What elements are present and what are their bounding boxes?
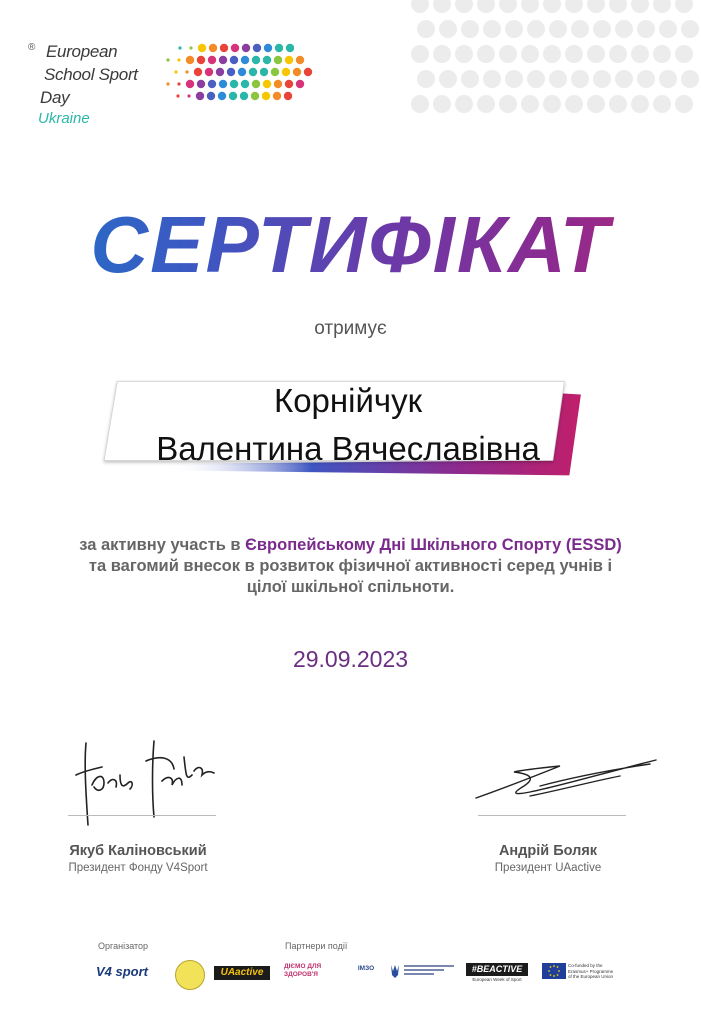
logo-dot [194, 68, 202, 76]
left-signature-line [68, 815, 216, 816]
uaactive-logo: UAactive [214, 966, 270, 980]
decorative-dot [659, 70, 677, 88]
logo-dot [176, 94, 179, 97]
description-prefix: за активну участь в [79, 536, 246, 554]
decorative-dot [549, 20, 567, 38]
decorative-dot [593, 70, 611, 88]
decorative-dot [549, 70, 567, 88]
logo-dot [293, 68, 301, 76]
decorative-dot [433, 95, 451, 113]
logo-dot [197, 80, 205, 88]
left-signer-name: Якуб Каліновський [69, 843, 207, 859]
beactive-logo: #BEACTIVE [466, 963, 528, 976]
logo-line-school-sport: School Sport [44, 65, 138, 84]
decorative-dot [417, 20, 435, 38]
decorative-dot [675, 0, 693, 13]
logo-dot [219, 56, 227, 64]
logo-dot [166, 82, 169, 85]
decorative-dot [653, 45, 671, 63]
v4sport-logo: V4 sport [96, 964, 149, 979]
description-line-3: цілої шкільної спільноти. [246, 578, 455, 596]
logo-dot [242, 44, 250, 52]
logo-dot [220, 44, 228, 52]
eu-flag-icon [542, 963, 566, 979]
logo-dot [229, 92, 237, 100]
description-line-1 [30, 535, 671, 556]
logo-dot [253, 44, 261, 52]
decorative-dot [631, 0, 649, 13]
logo-dot [230, 56, 238, 64]
logo-dot [273, 92, 281, 100]
decorative-dot [521, 0, 539, 13]
logo-dot [218, 92, 226, 100]
logo-dot [263, 56, 271, 64]
decorative-dot [593, 20, 611, 38]
decorative-dot [681, 20, 699, 38]
left-signer-role: Президент Фонду V4Sport [68, 862, 208, 874]
decorative-dot [521, 95, 539, 113]
logo-dot [252, 80, 260, 88]
logo-dot [166, 58, 169, 61]
decorative-dot-pattern [400, 0, 701, 120]
logo-dot [286, 44, 294, 52]
logo-dot [263, 80, 271, 88]
logo-dot [174, 70, 177, 73]
logo-dot [296, 56, 304, 64]
right-signature-image [470, 752, 665, 807]
decorative-dot [609, 45, 627, 63]
ministry-trident-icon [390, 963, 400, 979]
right-signer-name: Андрій Боляк [498, 843, 598, 859]
erasmus-cofunded-text: Co-funded by the Erasmus+ Programme of the European Union [568, 963, 614, 979]
logo-dot [260, 68, 268, 76]
decorative-dot [455, 45, 473, 63]
decorative-dot [587, 45, 605, 63]
logo-dot [238, 68, 246, 76]
logo-dot [197, 56, 205, 64]
logo-dot [249, 68, 257, 76]
decorative-dot [499, 95, 517, 113]
logo-line-european: European [46, 42, 118, 61]
logo-dot [219, 80, 227, 88]
logo-dot [262, 92, 270, 100]
certificate-description [30, 535, 671, 598]
logo-dot [274, 80, 282, 88]
logo-dot [198, 44, 206, 52]
decorative-dot [477, 45, 495, 63]
decorative-dot [565, 0, 583, 13]
decorative-dot [543, 45, 561, 63]
logo-dot [189, 46, 192, 49]
logo-dot [274, 56, 282, 64]
recipient-given-names: Валентина Вячеславівна [156, 430, 540, 467]
logo-dot [187, 94, 190, 97]
certificate-date: 29.09.2023 [292, 646, 409, 672]
logo-dot [282, 68, 290, 76]
decorative-dot [571, 70, 589, 88]
logo-dot [178, 46, 181, 49]
logo-dot [230, 80, 238, 88]
logo-dot [196, 92, 204, 100]
logo-dot [275, 44, 283, 52]
logo-dot [284, 92, 292, 100]
logo-dot [186, 56, 194, 64]
decorative-dot [521, 45, 539, 63]
decorative-dot [499, 45, 517, 63]
decorative-dot [483, 70, 501, 88]
decorative-dot [675, 45, 693, 63]
logo-dot [208, 56, 216, 64]
decorative-dot [631, 95, 649, 113]
logo-dot [208, 80, 216, 88]
diemo-dlia-zdorovia-logo: ДІЄМО ДЛЯ ЗДОРОВ'Я [284, 963, 322, 978]
logo-dot [251, 92, 259, 100]
essd-logo [28, 40, 318, 130]
registered-mark: ® [28, 42, 36, 53]
ministry-text-block [404, 965, 454, 977]
decorative-dot [477, 0, 495, 13]
logo-country: Ukraine [38, 110, 90, 127]
logo-dot [216, 68, 224, 76]
logo-dot [207, 92, 215, 100]
logo-dot [241, 56, 249, 64]
event-name: Європейському Дні Шкільного Спорту (ESSD) [245, 536, 622, 554]
logo-dot [227, 68, 235, 76]
decorative-dot [411, 0, 429, 13]
decorative-dot [477, 95, 495, 113]
decorative-dot [543, 0, 561, 13]
decorative-dot [653, 95, 671, 113]
decorative-dot [455, 0, 473, 13]
decorative-dot [483, 20, 501, 38]
logo-dot [241, 80, 249, 88]
decorative-dot [461, 70, 479, 88]
decorative-dot [675, 95, 693, 113]
decorative-dot [433, 45, 451, 63]
certificate-title: СЕРТИФІКАТ [0, 200, 701, 290]
decorative-dot [571, 20, 589, 38]
decorative-dot [499, 0, 517, 13]
decorative-dot [455, 95, 473, 113]
logo-dot [240, 92, 248, 100]
logo-line-day: Day [40, 88, 70, 107]
logo-dot [185, 70, 188, 73]
description-line-2: та вагомий внесок в розвиток фізичної активності серед учнів і [88, 557, 613, 575]
decorative-dot [609, 95, 627, 113]
decorative-dot [615, 70, 633, 88]
receives-label: отримує [314, 318, 387, 339]
logo-dot [271, 68, 279, 76]
logo-dot [304, 68, 312, 76]
european-week-of-sport-text: European Week of Sport [472, 977, 522, 982]
decorative-dot [565, 45, 583, 63]
decorative-dot [527, 20, 545, 38]
partner-school-sport-badge [175, 960, 205, 990]
decorative-dot [659, 20, 677, 38]
logo-dot [285, 56, 293, 64]
decorative-dot [411, 95, 429, 113]
logo-dots-icon [128, 40, 318, 110]
decorative-dot [439, 70, 457, 88]
recipient-surname: Корнійчук [273, 382, 423, 419]
decorative-dot [505, 20, 523, 38]
decorative-dot [505, 70, 523, 88]
decorative-dot [637, 70, 655, 88]
organizer-label: Організатор [98, 941, 149, 951]
logo-dot [209, 44, 217, 52]
decorative-dot [543, 95, 561, 113]
decorative-dot [615, 20, 633, 38]
decorative-dot [637, 20, 655, 38]
logo-dot [264, 44, 272, 52]
logo-dot [285, 80, 293, 88]
decorative-dot [653, 0, 671, 13]
logo-dot [296, 80, 304, 88]
decorative-dot [609, 0, 627, 13]
logo-dot [177, 82, 180, 85]
decorative-dot [631, 45, 649, 63]
logo-dot [186, 80, 194, 88]
logo-dot [231, 44, 239, 52]
logo-dot [252, 56, 260, 64]
decorative-dot [565, 95, 583, 113]
logo-dot [177, 58, 180, 61]
decorative-dot [587, 0, 605, 13]
decorative-dot [587, 95, 605, 113]
right-signer-role: Президент UAactive [494, 862, 602, 874]
decorative-dot [433, 0, 451, 13]
decorative-dot [439, 20, 457, 38]
decorative-dot [417, 70, 435, 88]
imzo-logo: ІМЗО [357, 965, 375, 972]
logo-dot [205, 68, 213, 76]
right-signature-line [478, 815, 626, 816]
decorative-dot [681, 70, 699, 88]
decorative-dot [411, 45, 429, 63]
partners-label: Партнери події [285, 941, 348, 951]
decorative-dot [527, 70, 545, 88]
decorative-dot [461, 20, 479, 38]
